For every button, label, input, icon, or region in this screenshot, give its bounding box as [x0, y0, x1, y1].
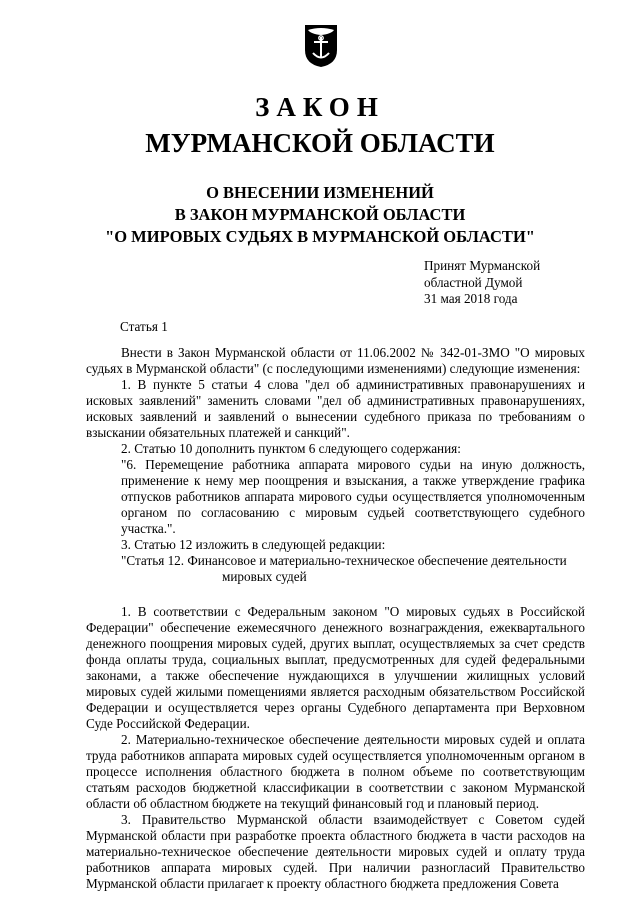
paragraph-art12-2: 2. Материально-техническое обеспечение деятельности мировых судей и оплата труда работников аппарата мировых судей осуществляется уполномоченным органом в процессе исполнения областного бюджета в полном объеме по соответствующим статьям расходов бюджетной классификации в соответствии с законом Мурманской области об областном бюджете на текущий финансовый год и плановый период.	[86, 732, 585, 811]
law-title: ЗАКОН	[255, 92, 385, 122]
coat-of-arms-emblem	[304, 24, 338, 68]
law-subtitle-line-3: "О МИРОВЫХ СУДЬЯХ В МУРМАНСКОЙ ОБЛАСТИ"	[105, 227, 535, 246]
paragraph-intro: Внести в Закон Мурманской области от 11.06.2002 № 342-01-ЗМО "О мировых судьях в Мурманской области" (с последующими изменениями) следующие изменения:	[86, 345, 585, 376]
paragraph-item-3: 3. Статью 12 изложить в следующей редакции:	[121, 537, 386, 552]
adoption-line-1: Принят Мурманской	[424, 258, 541, 273]
paragraph-quote-6: "6. Перемещение работника аппарата мирового судьи на иную должность, применение к нему мер поощрения и взыскания, а также утверждение графика отпусков работников аппарата мирового судьи осуществляется уполномоченным органом по согласованию с мировым судьей соответствующего судебного участка.".	[121, 457, 585, 536]
law-region-title: МУРМАНСКОЙ ОБЛАСТИ	[145, 128, 495, 158]
law-body	[86, 345, 585, 892]
paragraph-art12-3: 3. Правительство Мурманской области взаимодействует с Советом судей Мурманской области при разработке проекта областного бюджета в части расходов на материально-техническое обеспечение деятельности мировых судей и оплату труда работников аппарата мировых судей. При наличии разногласий Правительство Мурманской области прилагает к проекту областного бюджета предложения Совета	[86, 812, 585, 891]
paragraph-item-1: 1. В пункте 5 статьи 4 слова "дел об административных правонарушениях и исковых заявлений" заменить словами "дел об административных правонарушениях, исковых заявлений и заявлений о вынесении судебного приказа по требованиям о взыскании обязательных платежей и санкций".	[86, 377, 585, 440]
adoption-note	[424, 258, 624, 308]
adoption-line-2: областной Думой	[424, 274, 523, 290]
article-12-heading-cont: мировых судей	[222, 569, 307, 584]
law-subtitle-line-2: В ЗАКОН МУРМАНСКОЙ ОБЛАСТИ	[174, 205, 466, 224]
adoption-date: 31 мая 2018 года	[424, 291, 518, 306]
article-heading: Статья 1	[120, 319, 168, 334]
paragraph-item-2: 2. Статью 10 дополнить пунктом 6 следующего содержания:	[121, 441, 461, 456]
paragraph-art12-1: 1. В соответствии с Федеральным законом "О мировых судьях в Российской Федерации" обеспечение ежемесячного денежного вознаграждения, ежеквартального денежного поощрения мировых судей, других выплат, осуществляемых за счет средств фонда оплаты труда, социальных выплат, предусмотренных для судей федеральными законами, а также обеспечение нуждающихся в улучшении жилищных условий мировых судей жилыми помещениями является расходным обязательством Российской Федерации и осуществляется через органы Судебного департамента при Верховном Суде Российской Федерации.	[86, 604, 585, 731]
article-12-heading: "Статья 12. Финансовое и материально-техническое обеспечение деятельности	[121, 553, 567, 568]
law-subtitle-line-1: О ВНЕСЕНИИ ИЗМЕНЕНИЙ	[206, 183, 434, 202]
